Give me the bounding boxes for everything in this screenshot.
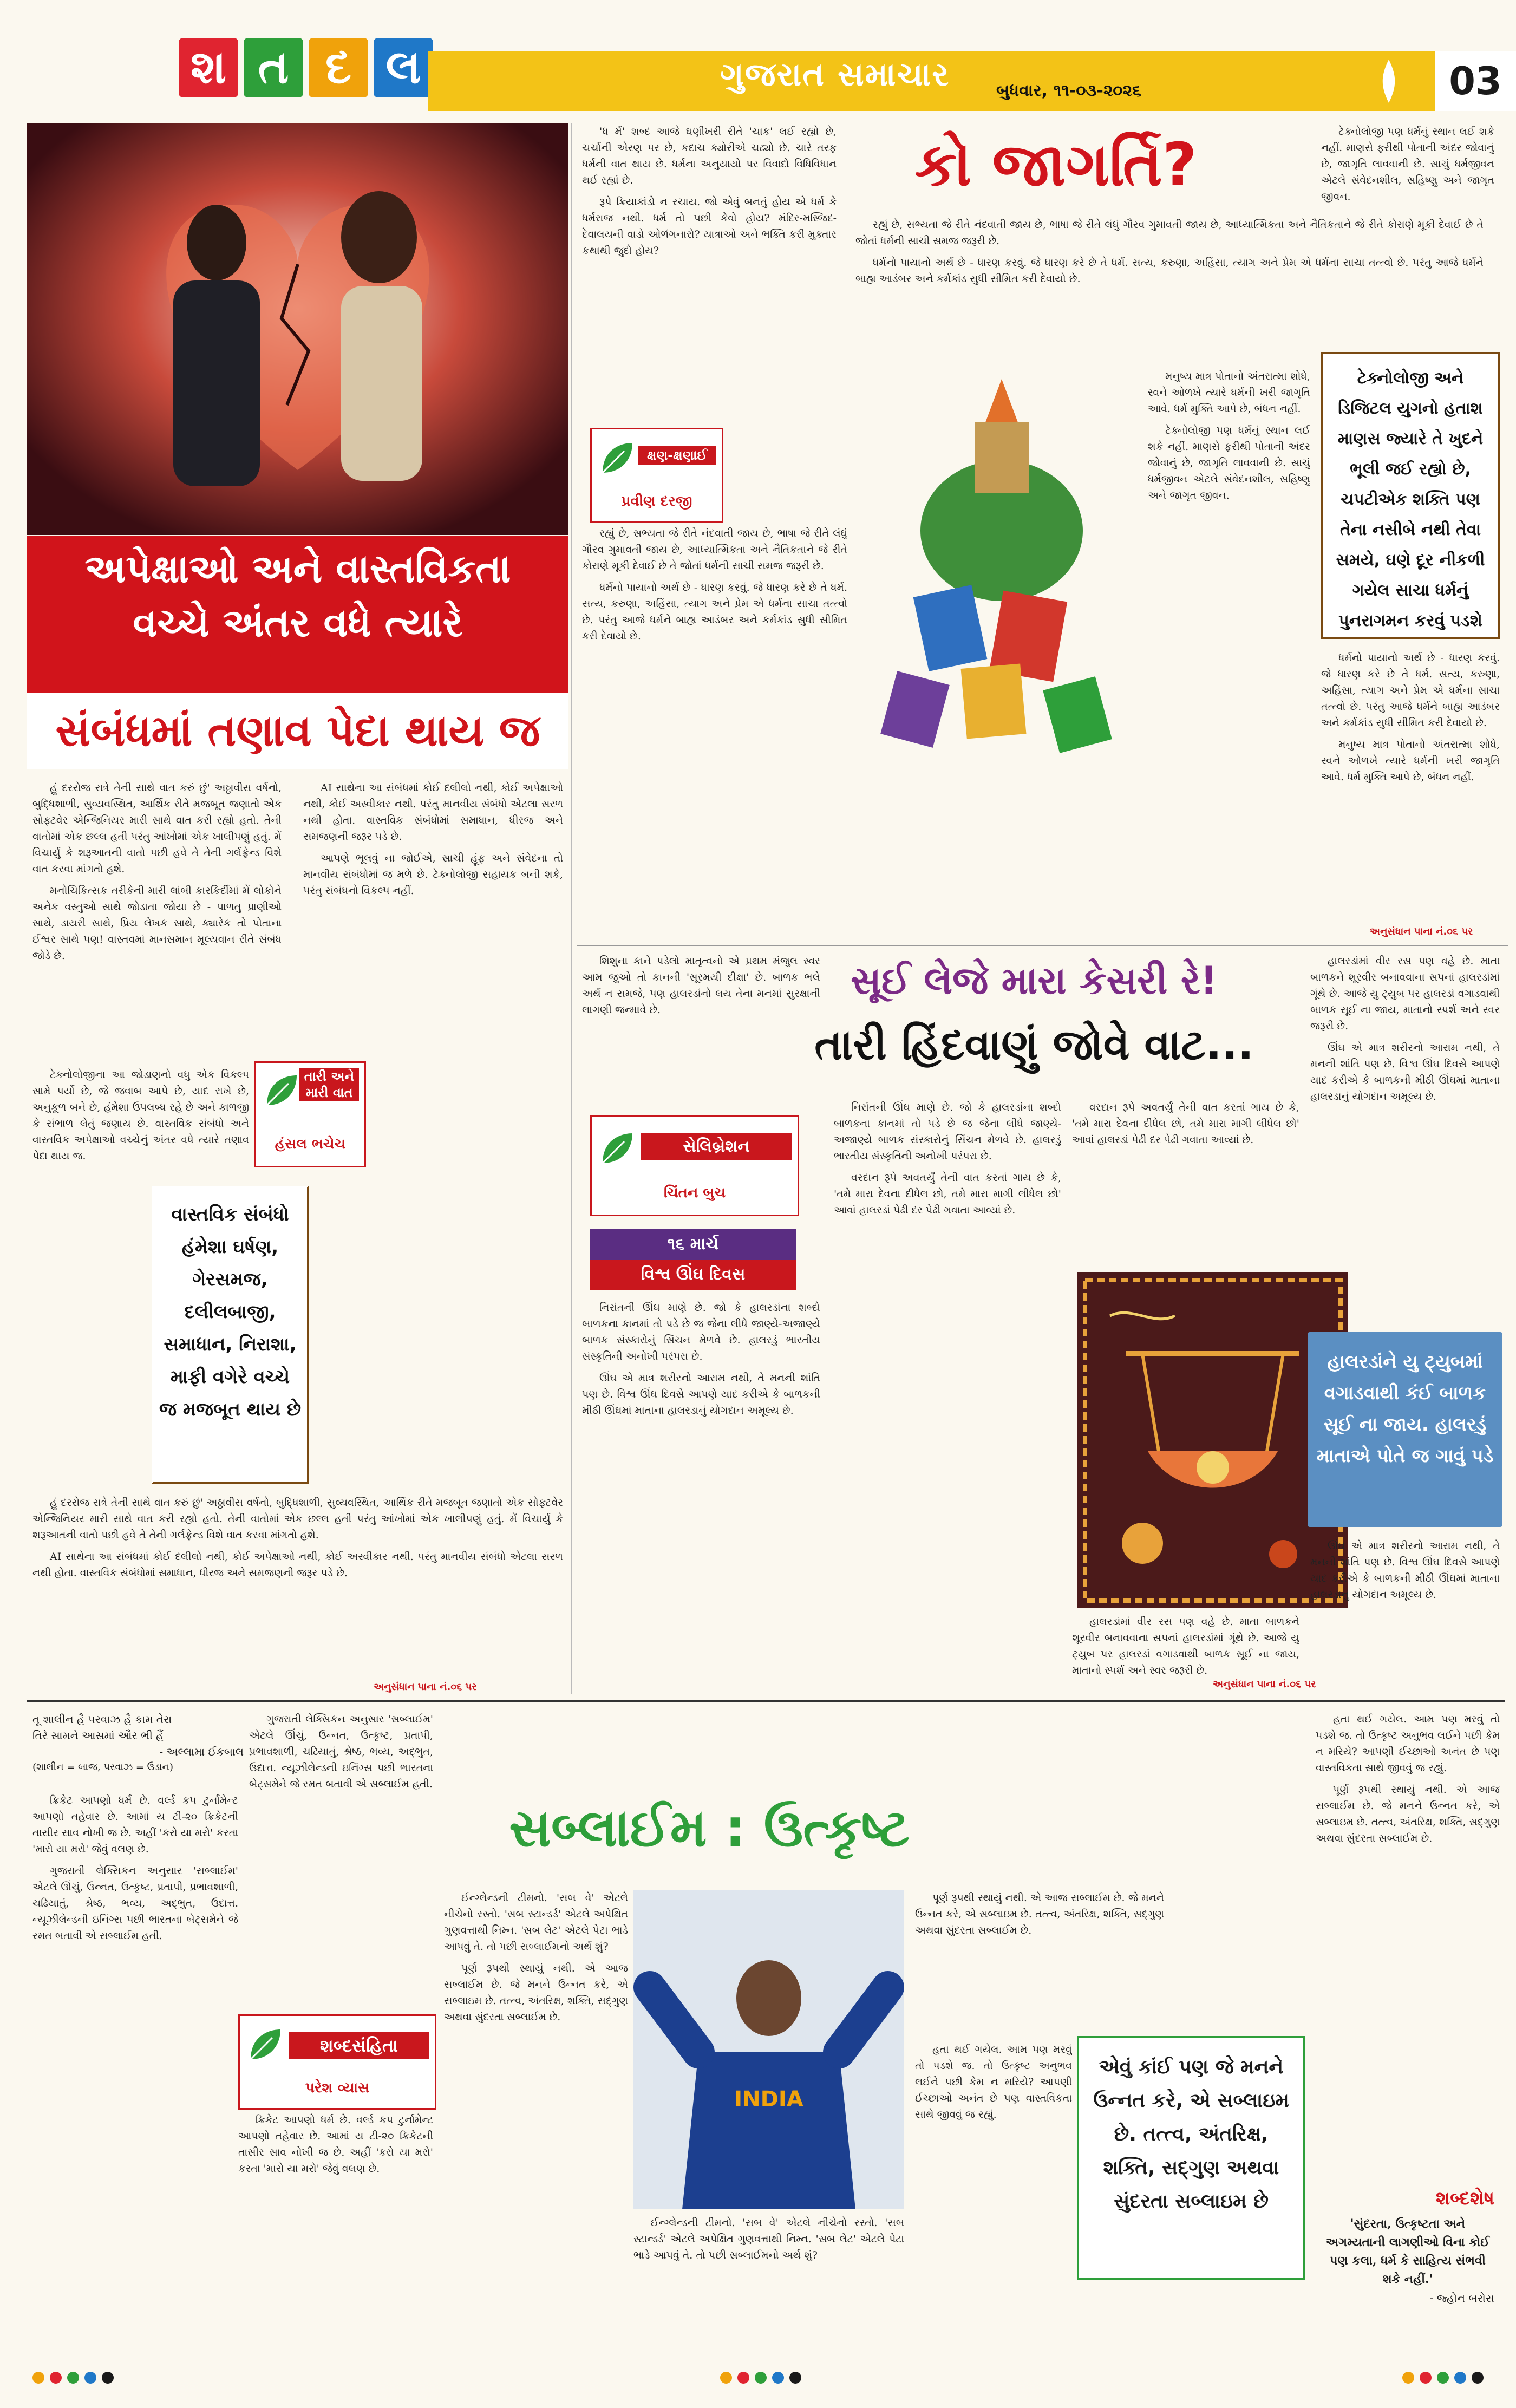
article1-col2 xyxy=(303,780,563,1294)
color-dot xyxy=(1454,2372,1466,2384)
masthead xyxy=(0,0,1516,111)
author-name: ચિંતન બુચ xyxy=(663,1185,726,1201)
section-logo xyxy=(179,38,433,97)
event-date: ૧૬ માર્ચ xyxy=(590,1229,796,1260)
wordplay-source: - જ્હોન બરોસ xyxy=(1429,2292,1494,2305)
leaf-icon xyxy=(597,1131,635,1169)
article4-col5 xyxy=(633,2215,904,2350)
article3-column-tag xyxy=(590,1115,799,1216)
article2-paragraph: ટેક્નોલોજી પણ ધર્મનું સ્થાન લઈ શકે નહીં. માણસે ફરીથી પોતાની અંદર જોવાનું છે, જાગૃતિ લાવવાની છે. સાચું ધર્મજીવન એટલે સંવેદનશીલ, સહિષ્ણુ અને જાગૃત જીવન. xyxy=(1321,126,1494,203)
article4-paragraph: ઈન્ગ્લેન્ડની ટીમનો. 'સબ વે' એટલે નીચેનો રસ્તો. 'સબ સ્ટાન્ડર્ડ' એટલે અપેક્ષિત ગુણવત્તાથી નિમ્ન. 'સબ લેટ' એટલે પેટા ભાડે આપવું તે. તો પછી સબ્લાઈમનો અર્થ શું? xyxy=(444,1892,628,1953)
article3-col6 xyxy=(1072,1614,1299,1689)
color-dot xyxy=(50,2372,62,2384)
article2-paragraph: ધર્મનો પાયાનો અર્થ છે - ધારણ કરવું. જે ધારણ કરે છે તે ધર્મ. સત્ય, કરુણા, અહિંસા, ત્યાગ અને પ્રેમ એ ધર્મના સાચા તત્ત્વો છે. પરંતુ આજે ધર્મને બાહ્ય આડંબર અને કર્મકાંડ સુધી સીમિત કરી દેવાયો છે. xyxy=(855,257,1484,285)
article1-pull-quote: વાસ્તવિક સંબંધો હંમેશા ઘર્ષણ, ગેરસમજ, દલીલબાજી, સમાધાન, નિરાશા, માફી વગેરે વચ્ચે જ મજબૂત થાય છે xyxy=(152,1186,309,1484)
jersey-text: INDIA xyxy=(734,2087,803,2112)
logo-letter: શ xyxy=(179,38,238,97)
article4-title: સબ્લાઈમ : ઉત્કૃષ્ટ xyxy=(509,1798,910,1858)
article1-title-line3: સંબંધમાં તણાવ પેદા થાય જ xyxy=(27,693,568,769)
issue-date: બુધવાર, ૧૧-૦૩-૨૦૨૬ xyxy=(996,81,1141,100)
article3-paragraph: ઊંઘ એ માત્ર શરીરનો આરામ નથી, તે મનની શાંતિ પણ છે. વિશ્વ ઊંઘ દિવસે આપણે યાદ કરીએ કે બાળકની મીઠી ઊંઘમાં માતાના હાલરડાનું યોગદાન અમૂલ્ય છે. xyxy=(1310,1042,1500,1102)
article4-paragraph: ગુજરાતી લેક્સિકન અનુસાર 'સબ્લાઈમ' એટલે ઊંચું, ઉન્નત, ઉત્કૃષ્ટ, પ્રતાપી, પ્રભાવશાળી, ચઢિયાતું, શ્રેષ્ઠ, ભવ્ય, અદ્ભુત, ઉદાત્ત. ન્યૂઝીલેન્ડની ઇનિંગ્સ પછી ભારતના બેટ્સમેને જે રમત બતાવી એ સબ્લાઈમ હતી. xyxy=(32,1865,238,1942)
temple-illustration xyxy=(855,363,1137,791)
article2-paragraph: મનુષ્ય માત્ર પોતાનો અંતરાત્મા શોધે, સ્વને ઓળખે ત્યારે ધર્મની ખરી જાગૃતિ આવે. ધર્મ મુક્તિ આપે છે, બંધન નહીં. xyxy=(1321,739,1500,783)
article2-paragraph: રૂપે ક્રિયાકાંડો ન રચાય. જો એવું બનતું હોય એ ધર્મ કે ધર્મરાજ નથી. ધર્મ તો પછી કેવો હોય? મંદિર-મસ્જિદ-દેવાલયની વાડો ઓળંગનારો? યાત્રાઓ અને ભક્તિ કરી મુક્તાર કથાથી જુદો હોય? xyxy=(582,196,837,257)
leaf-icon xyxy=(262,1073,299,1111)
epigraph xyxy=(32,1711,244,1787)
wordplay-text: 'સુંદરતા, ઉત્કૃષ્ટતા અને અગમ્યતાની લાગણીઓ વિના કોઈ પણ કલા, ધર્મ કે સાહિત્ય સંભવી શકે નહીં.' xyxy=(1325,2217,1490,2286)
article4-col6 xyxy=(915,1890,1164,2036)
article4-col4 xyxy=(444,1890,628,2350)
article1-paragraph: મનોચિકિત્સક તરીકેની મારી લાંબી કારકિર્દીમાં મેં લોકોને અનેક વસ્તુઓ સાથે જોડાતા જોયા છે - પાળતુ પ્રાણીઓ સાથે, ડાયરી સાથે, પ્રિય લેખક સાથે, ક્યારેક તો પોતાના ઈશ્વર સાથે પણ! વાસ્તવમાં માનસમાન મૂલ્યવાન રીતે સંબંધ જોડે છે. xyxy=(32,885,282,962)
article3-col4 xyxy=(834,1099,1061,1689)
color-dot xyxy=(1472,2372,1484,2384)
article2-pull-quote: ટેક્નોલોજી અને ડિજિટલ યુગનો હતાશ માણસ જ્યારે તે ખુદને ભૂલી જઈ રહ્યો છે, ચપટીએક શક્તિ પણ તેના નસીબે નથી તેવા સમયે, ઘણે દૂર નીકળી ગયેલ સાચા ધર્મનું પુનરાગમન કરવું પડશે xyxy=(1321,352,1500,639)
article3-paragraph: શિશુના કાને પડેલો માતૃત્વનો એ પ્રથમ મંજુલ સ્વર આમ જુઓ તો કાનની 'સૂરમયી દીક્ષા' છે. બાળક ભલે અર્થ ન સમજે, પણ હાલરડાંનો લય તેના મનમાં સુરક્ષાની લાગણી જન્માવે છે. xyxy=(582,955,820,1016)
color-dot xyxy=(1437,2372,1449,2384)
article4-col1 xyxy=(32,1792,238,2350)
color-dot xyxy=(67,2372,79,2384)
article3-paragraph: વરદાન રૂપે અવતર્યું તેની વાત કરતાં ગાય છે કે, 'તમે મારા દેવના દીધેલ છો, તમે મારા માગી લીધેલ છો' આવાં હાલરડાં પેઢી દર પેઢી ગવાતા આવ્યાં છે. xyxy=(1072,1101,1299,1146)
wordplay-box xyxy=(1321,2188,1494,2350)
newspaper-name: ગુજરાત સમાચાર xyxy=(720,56,950,94)
article4-paragraph: હતા થઈ ગયેલ. આમ પણ મરવું તો પડશે જ. તો ઉત્કૃષ્ટ અનુભવ લઈને પછી કેમ ન મરિયે? આપણી ઈચ્છાઓ અનંત છે પણ વાસ્તવિકતા સાથે જીવવું જ રહ્યું. xyxy=(915,2044,1072,2120)
article2-paragraph: ધર્મનો પાયાનો અર્થ છે - ધારણ કરવું. જે ધારણ કરે છે તે ધર્મ. સત્ય, કરુણા, અહિંસા, ત્યાગ અને પ્રેમ એ ધર્મના સાચા તત્ત્વો છે. પરંતુ આજે ધર્મને બાહ્ય આડંબર અને કર્મકાંડ સુધી સીમિત કરી દેવાયો છે. xyxy=(582,582,847,642)
leaf-icon xyxy=(597,440,635,478)
article3-continued: અનુસંધાન પાના નં.૦૬ પર xyxy=(1213,1679,1316,1690)
lamp-logo-icon xyxy=(1364,54,1413,108)
wordplay-title: શબ્દશેષ xyxy=(1436,2188,1494,2209)
article1-title-line2: વચ્ચે અંતર વધે ત્યારે xyxy=(133,600,463,645)
color-dot xyxy=(737,2372,749,2384)
author-name: હંસલ ભચેચ xyxy=(275,1136,346,1152)
article1-continued: અનુસંધાન પાના નં.૦૬ પર xyxy=(374,1681,477,1693)
column-name: તારી અને મારી વાત xyxy=(299,1068,359,1101)
article3-paragraph: વરદાન રૂપે અવતર્યું તેની વાત કરતાં ગાય છે કે, 'તમે મારા દેવના દીધેલ છો, તમે મારા માગી લીધેલ છો' આવાં હાલરડાં પેઢી દર પેઢી ગવાતા આવ્યાં છે. xyxy=(834,1172,1061,1216)
article1-paragraph: AI સાથેના આ સંબંધમાં કોઈ દલીલો નથી, કોઈ અપેક્ષાઓ નથી, કોઈ અસ્વીકાર નથી. પરંતુ માનવીય સંબંધો એટલા સરળ નથી હોતા. વાસ્તવિક સંબંધોમાં સમાધાન, ધીરજ અને સમજણની જરૂર પડે છે. xyxy=(32,1551,563,1579)
article1-col1 xyxy=(32,780,282,1061)
epigraph-gloss: (શાલીન = બાજ, પરવાઝ = ઉડાન) xyxy=(32,1761,173,1773)
article4-col2 xyxy=(249,1711,433,1993)
article2-continued: અનુસંધાન પાના નં.૦૬ પર xyxy=(1370,926,1473,937)
article3-paragraph: ઊંઘ એ માત્ર શરીરનો આરામ નથી, તે મનની શાંતિ પણ છે. વિશ્વ ઊંઘ દિવસે આપણે યાદ કરીએ કે બાળકની મીઠી ઊંઘમાં માતાના હાલરડાનું યોગદાન અમૂલ્ય છે. xyxy=(1310,1540,1500,1601)
article2-paragraph: ટેક્નોલોજી પણ ધર્મનું સ્થાન લઈ શકે નહીં. માણસે ફરીથી પોતાની અંદર જોવાનું છે, જાગૃતિ લાવવાની છે. સાચું ધર્મજીવન એટલે સંવેદનશીલ, સહિષ્ણુ અને જાગૃત જીવન. xyxy=(1148,425,1310,501)
article2-title: કો જાગર્તિ? xyxy=(914,130,1197,199)
article2-col5 xyxy=(1321,123,1494,367)
article4-col8 xyxy=(1316,1711,1500,2014)
color-dot xyxy=(32,2372,44,2384)
footer-dots-center xyxy=(720,2372,801,2384)
article2-col1 xyxy=(582,123,837,427)
author-name: પ્રવીણ દરજી xyxy=(621,493,692,510)
article1-paragraph: હું દરરોજ રાત્રે તેની સાથે વાત કરું છું' અઠ્ઠાવીસ વર્ષનો, બુદ્ધિશાળી, સુવ્યવસ્થિત, આર્થિક રીતે મજબૂત જણાતો એક સોફ્ટવેર એન્જિનિયર મારી સાથે વાત કરી રહ્યો હતો. તેની વાતોમાં એક છલ્લ હતી પરંતુ આંખોમાં એક ખાલીપણું હતું. મેં વિચાર્યું કે શરૂઆતની વાતો પછી હવે તે તેની ગર્લફ્રેન્ડ વિશે વાત કરવા માંગતો હશે. xyxy=(32,1497,563,1541)
article4-col7 xyxy=(915,2041,1072,2350)
logo-letter: ત xyxy=(244,38,303,97)
article1-paragraph: ટેક્નોલોજીના આ જોડાણનો વધુ એક વિકલ્પ સામે પર્યો છે, જે જવાબ આપે છે, યાદ રાખે છે, અનુકૂળ બને છે, હંમેશા ઉપલબ્ધ રહે છે અને કાળજી કે સંભાળ લેતું જણાય છે. વાસ્તવિક સંબંધો અને વાસ્તવિક અપેક્ષાઓ વચ્ચેનું અંતર વધે ત્યારે તણાવ પેદા થાય જ. xyxy=(32,1069,249,1162)
color-dot xyxy=(1402,2372,1414,2384)
article2-col3 xyxy=(582,525,847,937)
article3-paragraph: નિરાંતની ઊંઘ માણે છે. જો કે હાલરડાંના શબ્દો બાળકના કાનમાં તો પડે છે જ જેના લીધે જાણ્યે-અજાણ્યે બાળક સંસ્કારોનું સિંચન મેળવે છે. હાલરડું ભારતીય સંસ્કૃતિની અનોખી પરંપરા છે. xyxy=(582,1302,820,1362)
article1-title-line1: અપેક્ષાઓ અને વાસ્તવિકતા xyxy=(84,546,511,591)
color-dot xyxy=(772,2372,784,2384)
article1-col-bottom xyxy=(32,1495,563,1679)
couple-illustration xyxy=(27,123,568,535)
article3-title-line2: તારી હિંદવાણું જોવે વાટ... xyxy=(814,1021,1254,1069)
epigraph-line: તિરે સામને આસમાં ઔર ભી હૈં xyxy=(32,1729,164,1742)
article4-paragraph: ઈન્ગ્લેન્ડની ટીમનો. 'સબ વે' એટલે નીચેનો રસ્તો. 'સબ સ્ટાન્ડર્ડ' એટલે અપેક્ષિત ગુણવત્તાથી નિમ્ન. 'સબ લેટ' એટલે પેટા ભાડે આપવું તે. તો પછી સબ્લાઈમનો અર્થ શું? xyxy=(633,2217,904,2261)
article2-paragraph: ધર્મનો પાયાનો અર્થ છે - ધારણ કરવું. જે ધારણ કરે છે તે ધર્મ. સત્ય, કરુણા, અહિંસા, ત્યાગ અને પ્રેમ એ ધર્મના સાચા તત્ત્વો છે. પરંતુ આજે ધર્મને બાહ્ય આડંબર અને કર્મકાંડ સુધી સીમિત કરી દેવાયો છે. xyxy=(1321,652,1500,729)
article3-paragraph: હાલરડાંમાં વીર રસ પણ વહે છે. માતા બાળકને શૂરવીર બનાવવાના સપનાં હાલરડાંમાં ગૂંથે છે. આજે યુ ટ્યુબ પર હાલરડાં વગાડવાથી બાળક સૂઈ ના જાય, માતાનો સ્પર્શ અને સ્વર જરૂરી છે. xyxy=(1310,955,1500,1032)
column-name: ક્ષણ-ક્ષણાઈ xyxy=(638,446,716,465)
footer-dots-left xyxy=(32,2372,114,2384)
article3-col2 xyxy=(1310,953,1500,1327)
article3-paragraph: ઊંઘ એ માત્ર શરીરનો આરામ નથી, તે મનની શાંતિ પણ છે. વિશ્વ ઊંઘ દિવસે આપણે યાદ કરીએ કે બાળકની મીઠી ઊંઘમાં માતાના હાલરડાનું યોગદાન અમૂલ્ય છે. xyxy=(582,1372,820,1417)
article3-col7 xyxy=(1310,1538,1500,1689)
article3-paragraph: હાલરડાંમાં વીર રસ પણ વહે છે. માતા બાળકને શૂરવીર બનાવવાના સપનાં હાલરડાંમાં ગૂંથે છે. આજે યુ ટ્યુબ પર હાલરડાં વગાડવાથી બાળક સૂઈ ના જાય, માતાનો સ્પર્શ અને સ્વર જરૂરી છે. xyxy=(1072,1616,1299,1676)
article1-paragraph: AI સાથેના આ સંબંધમાં કોઈ દલીલો નથી, કોઈ અપેક્ષાઓ નથી, કોઈ અસ્વીકાર નથી. પરંતુ માનવીય સંબંધો એટલા સરળ નથી હોતા. વાસ્તવિક સંબંધોમાં સમાધાન, ધીરજ અને સમજણની જરૂર પડે છે. xyxy=(303,782,563,843)
article2-column-tag xyxy=(590,428,723,523)
epigraph-source: - અલ્લામા ઈકબાલ xyxy=(159,1745,244,1758)
leaf-icon xyxy=(245,2027,283,2065)
article2-paragraph: રહ્યું છે, સભ્યતા જે રીતે નંદવાતી જાય છે, ભાષા જે રીતે લંઘું ગૌરવ ગુમાવતી જાય છે, આધ્યાત્મિકતા અને નૈતિકતાને જે રીતે કોરાણે મૂકી દેવાઈ છે તે જોતાં ધર્મની સાચી સમજ જરૂરી છે. xyxy=(582,527,847,572)
article4-column-tag xyxy=(238,2014,436,2110)
article3-paragraph: નિરાંતની ઊંઘ માણે છે. જો કે હાલરડાંના શબ્દો બાળકના કાનમાં તો પડે છે જ જેના લીધે જાણ્યે-અજાણ્યે બાળક સંસ્કારોનું સિંચન મેળવે છે. હાલરડું ભારતીય સંસ્કૃતિની અનોખી પરંપરા છે. xyxy=(834,1101,1061,1162)
article1-col1b xyxy=(32,1067,249,1180)
article2-paragraph: મનુષ્ય માત્ર પોતાનો અંતરાત્મા શોધે, સ્વને ઓળખે ત્યારે ધર્મની ખરી જાગૃતિ આવે. ધર્મ મુક્તિ આપે છે, બંધન નહીં. xyxy=(1148,370,1310,415)
cricketer-photo xyxy=(633,1890,904,2209)
article3-col5 xyxy=(1072,1099,1299,1272)
article2-col6 xyxy=(1321,650,1500,926)
event-box xyxy=(590,1229,796,1294)
color-dot xyxy=(84,2372,96,2384)
page-number: 03 xyxy=(1435,51,1516,111)
article1-column-tag xyxy=(254,1061,366,1167)
footer-dots-right xyxy=(1402,2372,1484,2384)
column-name: સેલિબ્રેશન xyxy=(641,1133,792,1160)
article4-paragraph: ગુજરાતી લેક્સિકન અનુસાર 'સબ્લાઈમ' એટલે ઊંચું, ઉન્નત, ઉત્કૃષ્ટ, પ્રતાપી, પ્રભાવશાળી, ચઢિયાતું, શ્રેષ્ઠ, ભવ્ય, અદ્ભુત, ઉદાત્ત. ન્યૂઝીલેન્ડની ઇનિંગ્સ પછી ભારતના બેટ્સમેને જે રમત બતાવી એ સબ્લાઈમ હતી. xyxy=(249,1713,433,1790)
article2-col4 xyxy=(1148,368,1310,937)
article3-col3 xyxy=(582,1300,820,1689)
article4-paragraph: પૂર્ણ રૂપથી સ્થાયું નથી. એ આજ સબ્લાઈમ છે. જે મનને ઉન્નત કરે, એ સબ્લાઇમ છે. તત્ત્વ, અંતરિક્ષ, શક્તિ, સદ્ગુણ અથવા સુંદરતા સબ્લાઈમ છે. xyxy=(444,1962,628,2023)
color-dot xyxy=(102,2372,114,2384)
color-dot xyxy=(1420,2372,1432,2384)
article1-headline-box xyxy=(27,536,568,693)
article2-paragraph: 'ધ ર્મ' શબ્દ આજે ઘણીખરી રીતે 'ચાક' લઈ રહ્યો છે, ચર્ચાની એરણ પર છે, કદાચ ક્યોરીએ ચઢ્યો છે. ચારે તરફ ધર્મની વાત થાય છે. ધર્મના અનુયાયો પર વિવાદો વિધિવિધાન થઈ રહ્યાં છે. xyxy=(582,126,837,186)
logo-letter: લ xyxy=(374,38,433,97)
color-dot xyxy=(789,2372,801,2384)
logo-letter: દ xyxy=(309,38,368,97)
article4-paragraph: પૂર્ણ રૂપથી સ્થાયું નથી. એ આજ સબ્લાઈમ છે. જે મનને ઉન્નત કરે, એ સબ્લાઇમ છે. તત્ત્વ, અંતરિક્ષ, શક્તિ, સદ્ગુણ અથવા સુંદરતા સબ્લાઈમ છે. xyxy=(1316,1784,1500,1844)
article2-paragraph: રહ્યું છે, સભ્યતા જે રીતે નંદવાતી જાય છે, ભાષા જે રીતે લંઘું ગૌરવ ગુમાવતી જાય છે, આધ્યાત્મિકતા અને નૈતિકતાને જે રીતે કોરાણે મૂકી દેવાઈ છે તે જોતાં ધર્મની સાચી સમજ જરૂરી છે. xyxy=(855,219,1484,247)
article3-title-line1: સૂઈ લેજે મારા કેસરી રે! xyxy=(851,958,1218,1003)
article1-paragraph: આપણે ભૂલવું ના જોઈએ, સાચી હૂંફ અને સંવેદના તો માનવીય સંબંધોમાં જ મળે છે. ટેક્નોલોજી સહાયક બની શકે, પરંતુ સંબંધનો વિકલ્પ નહીં. xyxy=(303,852,563,897)
author-name: પરેશ વ્યાસ xyxy=(305,2080,370,2096)
color-dot xyxy=(755,2372,767,2384)
article1-paragraph: હું દરરોજ રાત્રે તેની સાથે વાત કરું છું' અઠ્ઠાવીસ વર્ષનો, બુદ્ધિશાળી, સુવ્યવસ્થિત, આર્થિક રીતે મજબૂત જણાતો એક સોફ્ટવેર એન્જિનિયર મારી સાથે વાત કરી રહ્યો હતો. તેની વાતોમાં એક છલ્લ હતી પરંતુ આંખોમાં એક ખાલીપણું હતું. મેં વિચાર્યું કે શરૂઆતની વાતો પછી હવે તે તેની ગર્લફ્રેન્ડ વિશે વાત કરવા માંગતો હશે. xyxy=(32,782,282,875)
article3-pull-quote: હાલરડાંને યુ ટ્યુબમાં વગાડવાથી કંઈ બાળક સૂઈ ના જાય. હાલરડું માતાએ પોતે જ ગાવું પડે xyxy=(1308,1332,1502,1527)
article4-paragraph: પૂર્ણ રૂપથી સ્થાયું નથી. એ આજ સબ્લાઈમ છે. જે મનને ઉન્નત કરે, એ સબ્લાઇમ છે. તત્ત્વ, અંતરિક્ષ, શક્તિ, સદ્ગુણ અથવા સુંદરતા સબ્લાઈમ છે. xyxy=(915,1892,1164,1936)
color-dot xyxy=(720,2372,732,2384)
article4-paragraph: ક્રિકેટ આપણો ધર્મ છે. વર્લ્ડ કપ ટુર્નામેન્ટ આપણો તહેવાર છે. આમાં ય ટી-૨૦ ક્રિકેટની તાસીર સાવ નોખી જ છે. અહીં 'કરો યા મરો' કરતા 'મારો યા મરો' જેવું વલણ છે. xyxy=(238,2114,433,2175)
article4-paragraph: ક્રિકેટ આપણો ધર્મ છે. વર્લ્ડ કપ ટુર્નામેન્ટ આપણો તહેવાર છે. આમાં ય ટી-૨૦ ક્રિકેટની તાસીર સાવ નોખી જ છે. અહીં 'કરો યા મરો' કરતા 'મારો યા મરો' જેવું વલણ છે. xyxy=(32,1794,238,1855)
article4-paragraph: હતા થઈ ગયેલ. આમ પણ મરવું તો પડશે જ. તો ઉત્કૃષ્ટ અનુભવ લઈને પછી કેમ ન મરિયે? આપણી ઈચ્છાઓ અનંત છે પણ વાસ્તવિકતા સાથે જીવવું જ રહ્યું. xyxy=(1316,1713,1500,1774)
epigraph-line: તૂ શાલીન હૈ પરવાઝ હૈ કામ તેરા xyxy=(32,1713,172,1726)
event-name: વિશ્વ ઊંઘ દિવસ xyxy=(590,1260,796,1290)
article4-pull-quote: એવું કાંઈ પણ જે મનને ઉન્નત કરે, એ સબ્લાઇમ છે. તત્ત્વ, અંતરિક્ષ, શક્તિ, સદ્ગુણ અથવા સુંદરતા સબ્લાઇમ છે xyxy=(1077,2036,1305,2280)
article4-col3 xyxy=(238,2112,433,2350)
column-name: શબ્દસંહિતા xyxy=(289,2032,429,2059)
